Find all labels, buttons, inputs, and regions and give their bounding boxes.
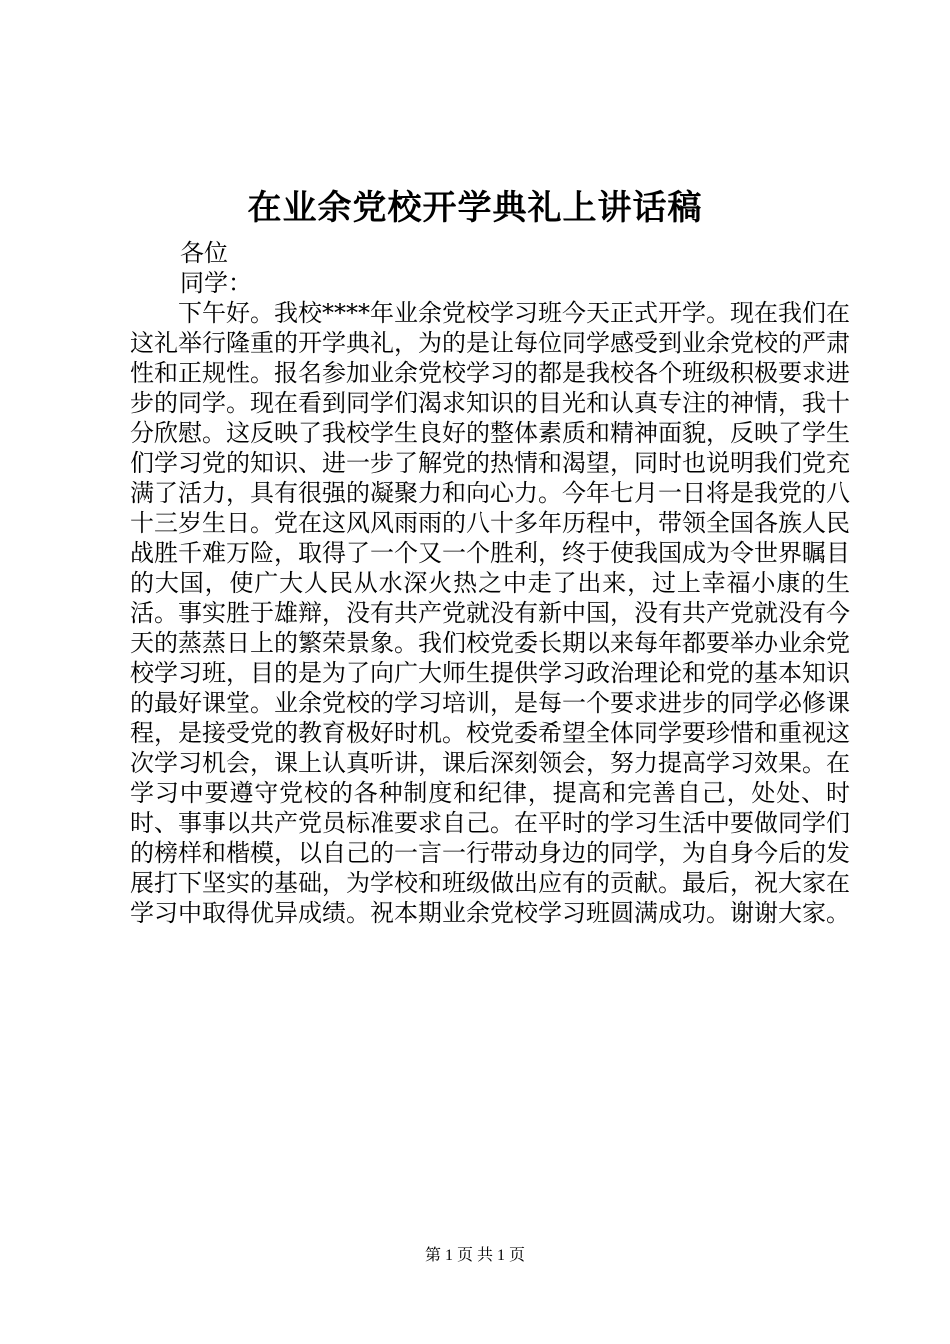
page-footer-page-number: 第 1 页 共 1 页 (424, 1247, 525, 1264)
speech-body-paragraph: 下午好。我校****年业余党校学习班今天正式开学。现在我们在这礼举行隆重的开学典礼，为的是让每位同学感受到业余党校的严肃性和正规性。报名参加业余党校学习的都是我校各个班级积极要求进步的同学。现在看到同学们渴求知识的目光和认真专注的神情，我十分欣慰。这反映了我校学生良好的整体素质和精神面貌，反映了学生们学习党的知识、进一步了解党的热情和渴望，同时也说明我们党充满了活力，具有很强的凝聚力和向心力。今年七月一日将是我党的八十三岁生日。党在这风风雨雨的八十多年历程中，带领全国各族人民战胜千难万险，取得了一个又一个胜利，终于使我国成为令世界瞩目的大国，使广大人民从水深火热之中走了出来，过上幸福小康的生活。事实胜于雄辩，没有共产党就没有新中国，没有共产党就没有今天的蒸蒸日上的繁荣景象。我们校党委长期以来每年都要举办业余党校学习班，目的是为了向广大师生提供学习政治理论和党的基本知识的最好课堂。业余党校的学习培训，是每一个要求进步的同学必修课程，是接受党的教育极好时机。校党委希望全体同学要珍惜和重视这次学习机会，课上认真听讲，课后深刻领会，努力提高学习效果。在学习中要遵守党校的各种制度和纪律，提高和完善自己，处处、时时、事事以共产党员标准要求自己。在平时的学习生活中要做同学们的榜样和楷模，以自己的一言一行带动身边的同学，为自身今后的发展打下坚实的基础，为学校和班级做出应有的贡献。最后，祝大家在学习中取得优异成绩。祝本期业余党校学习班圆满成功。谢谢大家。 (130, 299, 850, 927)
salutation-line-1: 各位 (180, 239, 228, 267)
salutation-line-2: 同学： (180, 269, 252, 297)
document-title: 在业余党校开学典礼上讲话稿 (247, 188, 703, 228)
